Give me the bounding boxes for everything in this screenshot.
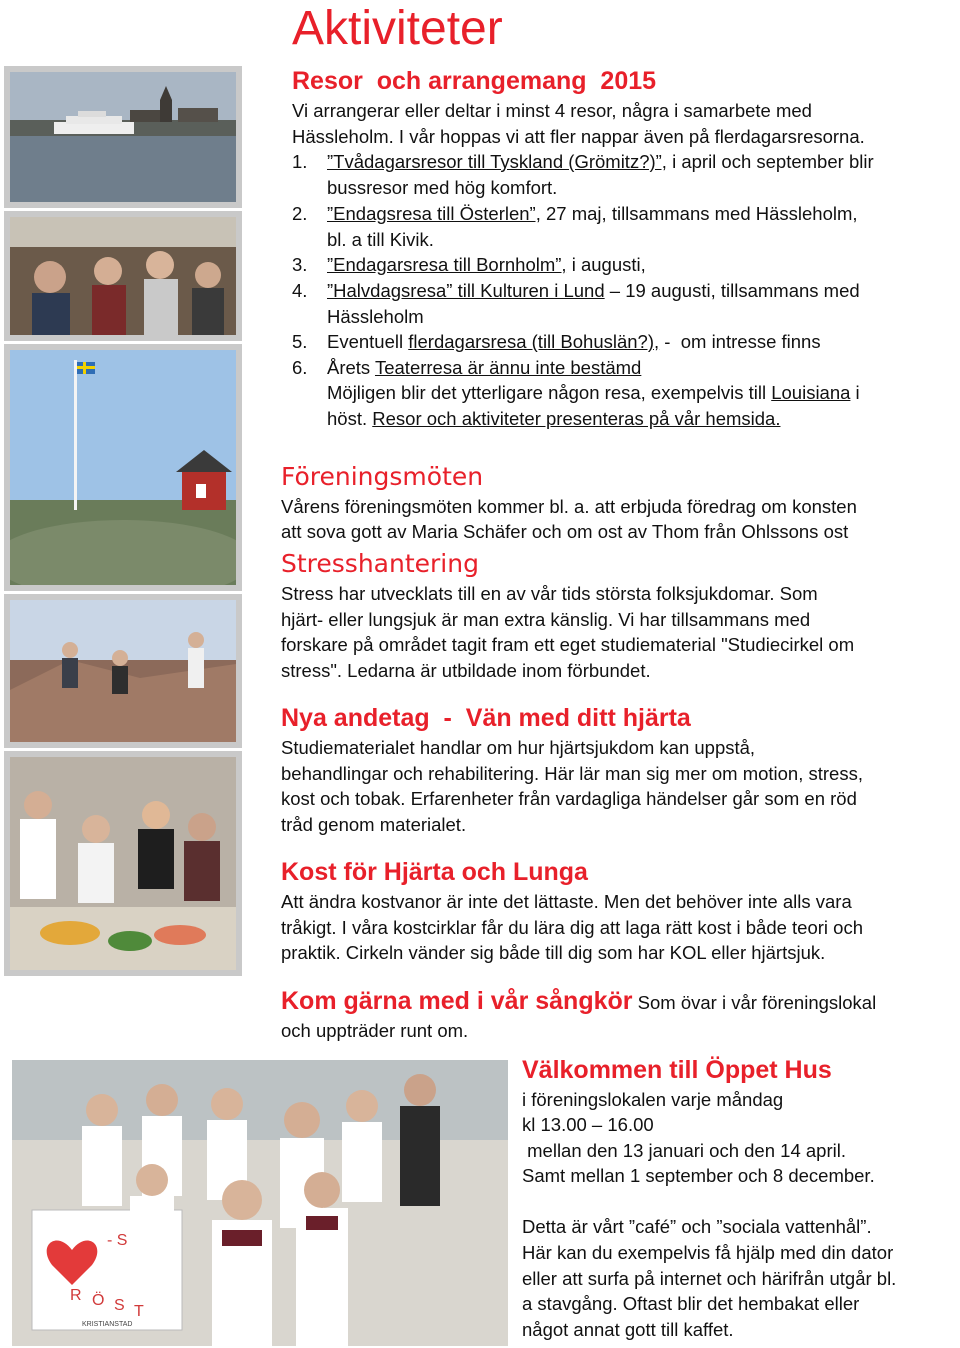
- hemsida-link[interactable]: Resor och aktiviteter presenteras på vår hemsida.: [372, 408, 781, 429]
- cafe-line-1: Detta är vårt ”café” och ”sociala vattenhål”.: [522, 1216, 872, 1237]
- resor-item-4: 4. ”Halvdagsresa” till Kulturen i Lund – 19 augusti, tillsammans med: [292, 280, 860, 301]
- stress-line-3: forskare på området tagit fram ett eget studiematerial "Studiecirkel om: [281, 634, 855, 655]
- cafe-line-2: Här kan du exempelvis få hjälp med din dator: [522, 1242, 894, 1263]
- stress-line-1: Stress har utvecklats till en av vår tids största folksjukdomar. Som: [281, 583, 818, 604]
- nya-line-3: kost och tobak. Erfarenheter från vardagliga händelser går som en röd: [281, 788, 857, 809]
- nya-line-1: Studiematerialet handlar om hur hjärtsjukdom kan uppstå,: [281, 737, 756, 758]
- banner-text-t: T: [134, 1303, 144, 1320]
- photo-island-flagpole: [4, 344, 242, 591]
- foreningsmoten-heading: Föreningsmöten: [281, 462, 484, 491]
- nya-line-2: behandlingar och rehabilitering. Här lär man sig mer om motion, stress,: [281, 763, 863, 784]
- oppet-line-1: i föreningslokalen varje måndag: [522, 1089, 784, 1110]
- stress-heading: Stresshantering: [281, 549, 479, 578]
- banner-text-r: R: [70, 1287, 82, 1304]
- kor-line-2: och uppträder runt om.: [281, 1020, 469, 1041]
- banner-text-kristianstad: KRISTIANSTAD: [82, 1321, 133, 1328]
- nya-andetag-heading: Nya andetag - Vän med ditt hjärta: [281, 704, 691, 732]
- photo-bus-travellers: [4, 211, 242, 341]
- kor-heading: Kom gärna med i vår sångkör: [281, 987, 633, 1015]
- resor-item-4-link[interactable]: ”Halvdagsresa” till Kulturen i Lund: [327, 280, 605, 301]
- banner-text-o: Ö: [92, 1292, 105, 1309]
- photo-choir: [12, 1060, 508, 1346]
- resor-item-3: 3. ”Endagarsresa till Bornholm”, i augusti,: [292, 254, 646, 275]
- resor-item-6: 6. Årets Teaterresa är ännu inte bestämd: [292, 357, 642, 378]
- resor-item-2-link[interactable]: ”Endagsresa till Österlen”,: [327, 203, 541, 224]
- banner-text-dash-s: - S: [107, 1232, 128, 1249]
- banner-text-s: S: [114, 1297, 125, 1314]
- foreningsmoten-line-1: Vårens föreningsmöten kommer bl. a. att erbjuda föredrag om konsten: [281, 496, 857, 517]
- kost-line-3: praktik. Cirkeln vänder sig både till dig som har KOL eller hjärtsjuk.: [281, 942, 826, 963]
- foreningsmoten-line-2: att sova gott av Maria Schäfer och om ost av Thom från Ohlssons ost: [281, 521, 849, 542]
- resor-heading: Resor och arrangemang 2015: [292, 67, 657, 95]
- kost-line-2: tråkigt. I våra kostcirklar får du lära dig att laga rätt kost i både teori och: [281, 917, 863, 938]
- resor-item-1: 1. ”Tvådagarsresor till Tyskland (Grömitz?)”, i april och september blir: [292, 151, 874, 172]
- resor-extra-2: höst. Resor och aktiviteter presenteras på vår hemsida.: [327, 408, 781, 429]
- nya-line-4: tråd genom materialet.: [281, 814, 467, 835]
- page-title: Aktiviteter: [292, 2, 503, 55]
- resor-item-5-link[interactable]: flerdagarsresa (till Bohuslän?),: [408, 331, 660, 352]
- photo-group-on-rocks: [4, 594, 242, 748]
- resor-item-5: 5. Eventuell flerdagarsresa (till Bohuslän?), - om intresse finns: [292, 331, 821, 352]
- resor-item-1-cont: bussresor med hög komfort.: [327, 177, 558, 198]
- oppet-line-2: kl 13.00 – 16.00: [522, 1114, 654, 1135]
- cafe-line-3: eller att surfa på internet och härifrån utgår bl.: [522, 1268, 897, 1289]
- resor-intro-1: Vi arrangerar eller deltar i minst 4 resor, några i samarbete med: [292, 100, 812, 121]
- stress-line-2: hjärt- eller lungsjuk är man extra känslig. Vi har tillsammans med: [281, 609, 811, 630]
- kor-heading-line: Kom gärna med i vår sångkör Som övar i vår föreningslokal: [281, 987, 877, 1015]
- resor-item-2: 2. ”Endagsresa till Österlen”, 27 maj, tillsammans med Hässleholm,: [292, 203, 858, 224]
- oppet-hus-heading: Välkommen till Öppet Hus: [522, 1056, 832, 1084]
- oppet-line-4: Samt mellan 1 september och 8 december.: [522, 1165, 875, 1186]
- kost-line-1: Att ändra kostvanor är inte det lättaste. Men det behöver inte alls vara: [281, 891, 852, 912]
- stress-line-4: stress". Ledarna är utbildade inom förbundet.: [281, 660, 651, 681]
- cafe-line-5: något annat gott till kaffet.: [522, 1319, 734, 1340]
- resor-item-1-link[interactable]: ”Tvådagarsresor till Tyskland (Grömitz?)”,: [327, 151, 667, 172]
- resor-item-3-link[interactable]: ”Endagarsresa till Bornholm”,: [327, 254, 567, 275]
- resor-item-6-link[interactable]: Teaterresa är ännu inte bestämd: [374, 357, 642, 378]
- photo-cooking-class: [4, 751, 242, 976]
- kost-heading: Kost för Hjärta och Lunga: [281, 858, 588, 886]
- resor-extra-1: Möjligen blir det ytterligare någon resa, exempelvis till Louisiana i: [327, 382, 860, 403]
- oppet-line-3: mellan den 13 januari och den 14 april.: [522, 1140, 846, 1161]
- cafe-line-4: a stavgång. Oftast blir det hembakat eller: [522, 1293, 860, 1314]
- resor-item-4-cont: Hässleholm: [327, 306, 424, 327]
- louisiana-link[interactable]: Louisiana: [771, 382, 851, 403]
- photo-harbor-ship: [4, 66, 242, 208]
- resor-intro-2: Hässleholm. I vår hoppas vi att fler nappar även på flerdagarsresorna.: [292, 126, 865, 147]
- resor-item-2-cont: bl. a till Kivik.: [327, 229, 434, 250]
